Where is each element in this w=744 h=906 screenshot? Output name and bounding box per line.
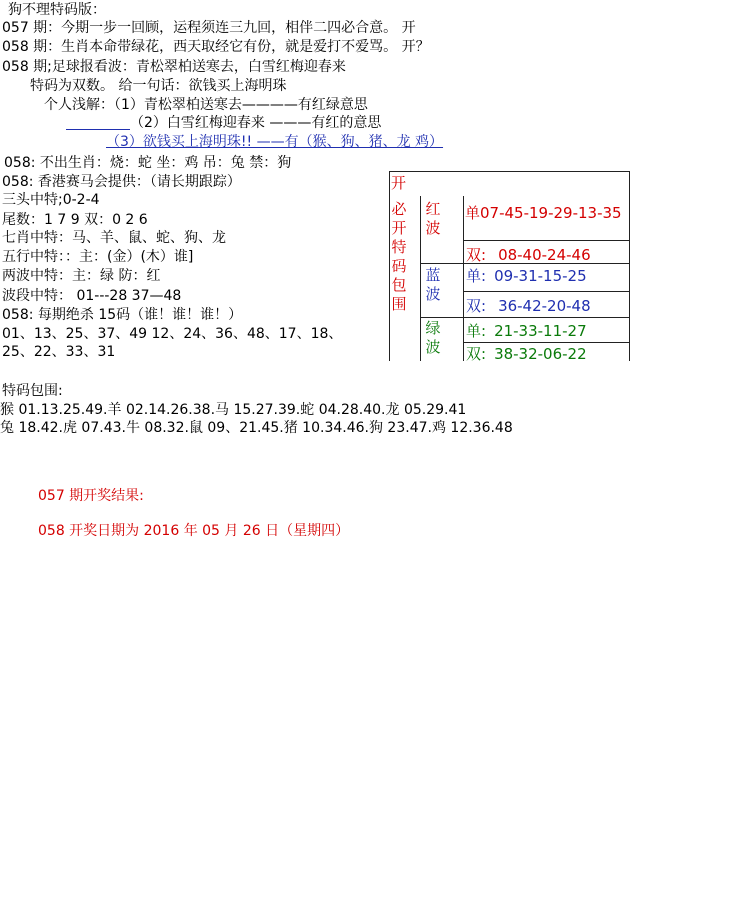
- table-line-blue-mid: [463, 291, 630, 292]
- line-meiqi-juesha: 058: 每期绝杀 15码（谁！谁！谁！）: [2, 307, 243, 323]
- green-shuang-numbers: 38-32-06-22: [494, 345, 587, 363]
- table-divider-2: [463, 196, 464, 361]
- table-border-top: [389, 171, 630, 172]
- line-jie-2: （2）白雪红梅迎春来 ———有红的意思: [130, 115, 382, 131]
- red-dan-label: 单: [465, 204, 481, 222]
- line-boduan: 波段中特： 01---28 37—48: [2, 288, 182, 304]
- table-kai: 开: [391, 174, 407, 192]
- green-dan-row: [466, 320, 587, 341]
- table-line-blue-green: [420, 317, 630, 318]
- red-shuang-numbers: 08-40-24-46: [498, 246, 591, 264]
- baowei-line-2: 兔 18.42.虎 07.43.牛 08.32.鼠 09、21.45.猪 10.34.46.狗 23.47.鸡 12.36.48: [0, 420, 513, 436]
- table-line-red-mid: [463, 240, 630, 241]
- line-057: 057 期：今期一步一回顾，运程须连三九回，相伴二四必合意。 开: [2, 20, 416, 36]
- green-shuang-label: 双:: [466, 345, 487, 363]
- doc-title: 狗不理特码版：: [8, 2, 106, 18]
- green-dan-numbers: 21-33-11-27: [494, 322, 587, 340]
- baowei-title: 特码包围:: [2, 383, 63, 399]
- blue-dan-row: [466, 265, 587, 286]
- blue-dan-numbers: 09-31-15-25: [494, 267, 587, 285]
- line-jie-3: （3）欲钱买上海明珠!! ——有（猴、狗、猪、龙 鸡）: [106, 134, 444, 150]
- blue-dan-label: 单:: [466, 267, 487, 285]
- blue-wave-label: 蓝波: [425, 266, 441, 303]
- red-dan-numbers: 07-45-19-29-13-35: [480, 204, 622, 222]
- line-liangbo: 两波中特：主：绿 防：红: [2, 268, 161, 284]
- line-buchu-shengxiao: 058: 不出生肖：烧：蛇 坐：鸡 吊：兔 禁：狗: [4, 155, 292, 171]
- red-shuang-label: 双:: [466, 246, 487, 264]
- line-qixiao: 七肖中特：马、羊、鼠、蛇、狗、龙: [2, 230, 226, 246]
- table-border-right: [629, 171, 630, 361]
- table-side-label: 必开特码包围: [391, 200, 407, 313]
- line-058-a: 058 期：生肖本命带绿花，西天取经它有份，就是爱打不爱骂。 开？: [2, 39, 430, 55]
- result-title: 057 期开奖结果:: [38, 488, 144, 504]
- red-dan-row: [465, 202, 622, 223]
- line-058-b: 058 期;足球报看波：青松翠柏送寒去，白雪红梅迎春来: [2, 59, 346, 75]
- line-weishu: 尾数：1 7 9 双：0 2 6: [2, 212, 148, 228]
- draw-date: 058 开奖日期为 2016 年 05 月 26 日（星期四）: [38, 523, 350, 539]
- baowei-line-1: 猴 01.13.25.49.羊 02.14.26.38.马 15.27.39.蛇 04.28.40.龙 05.29.41: [0, 402, 467, 418]
- green-dan-label: 单:: [466, 322, 487, 340]
- blue-underline: [66, 129, 130, 130]
- red-shuang-row: [466, 244, 591, 265]
- line-jie-1: 个人浅解：（1）青松翠柏送寒去————有红绿意思: [44, 97, 368, 113]
- blue-shuang-label: 双:: [466, 297, 487, 315]
- line-codes-1: 01、13、25、37、49 12、24、36、48、17、18、: [2, 326, 343, 342]
- line-santou: 三头中特;0-2-4: [2, 192, 100, 208]
- blue-shuang-numbers: 36-42-20-48: [498, 297, 591, 315]
- green-wave-label: 绿波: [425, 319, 441, 356]
- blue-shuang-row: [466, 295, 591, 316]
- line-wuxing: 五行中特：：主：(金）(木）谁]: [2, 249, 194, 265]
- table-divider-1: [420, 196, 421, 361]
- line-codes-2: 25、22、33、31: [2, 344, 116, 360]
- red-wave-label: 红波: [425, 200, 441, 237]
- line-xianggang: 058: 香港赛马会提供：（请长期跟踪）: [2, 174, 241, 190]
- line-tema: 特码为双数。 给一句话：欲钱买上海明珠: [30, 78, 287, 94]
- green-shuang-row: [466, 343, 587, 364]
